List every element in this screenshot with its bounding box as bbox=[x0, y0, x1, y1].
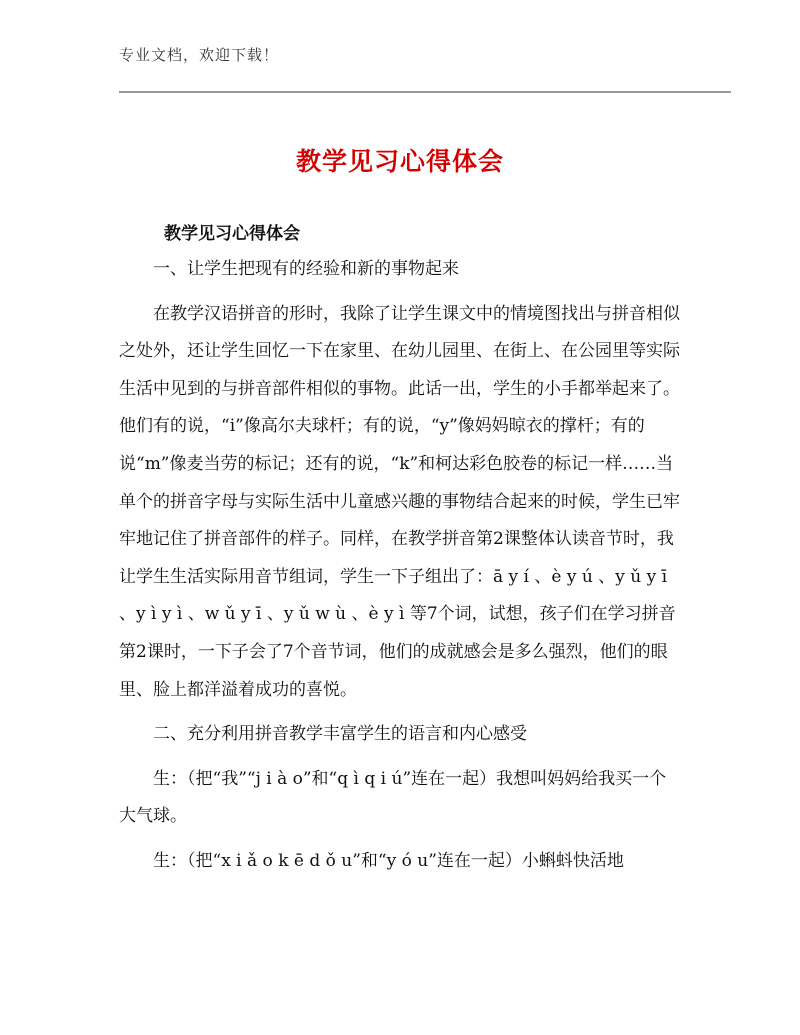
section-heading-1: 一、让学生把现有的经验和新的事物起来 bbox=[153, 259, 459, 279]
body-paragraph-3: 生：（把“x i ǎ o k ē d ǒ u”和“y ó u”连在一起）小蝌蚪快活地 bbox=[153, 850, 624, 871]
document-title: 教学见习心得体会 bbox=[295, 147, 504, 176]
body-paragraph-1: 在教学汉语拼音的形时，我除了让学生课文中的情境图找出与拼音相似之处外，还让学生回忆一下在家里、在幼儿园里、在街上、在公园里等实际生活中见到的与拼音部件相似的事物。此话一出，学生的小手都举起来了。他们有的说，“i”像高尔夫球杆；有的说，“y”像妈妈晾衣的撑杆；有的说“m”像麦当劳的标记；还有的说，“k”和柯达彩色胶卷的标记一样……当单个的拼音字母与实际生活中儿童感兴趣的事物结合起来的时候，学生已牢牢地记住了拼音部件的样子。同样，在教学拼音第2课整体认读音节时，我让学生生活实际用音节组词，学生一下子组出了：ā y í 、è y ú 、y ǔ y ī 、y ì y ì 、w ǔ y ī 、y ǔ w ù 、è y ì 等7个词，试想，孩子们在学习拼音第2课时，一下子会了7个音节词，他们的成就感会是多么强烈，他们的眼里、脸上都洋溢着成功的喜悦。 bbox=[119, 303, 680, 700]
section-heading-2: 二、充分利用拼音教学丰富学生的语言和内心感受 bbox=[153, 724, 527, 745]
body-paragraph-2: 生：（把“我”“j i à o”和“q ì q i ú”连在一起）我想叫妈妈给我买一个大气球。 bbox=[119, 768, 667, 827]
document-body bbox=[119, 251, 681, 881]
header-divider bbox=[119, 91, 731, 93]
header-note: 专业文档，欢迎下载！ bbox=[119, 46, 280, 64]
document-subtitle: 教学见习心得体会 bbox=[164, 224, 300, 244]
